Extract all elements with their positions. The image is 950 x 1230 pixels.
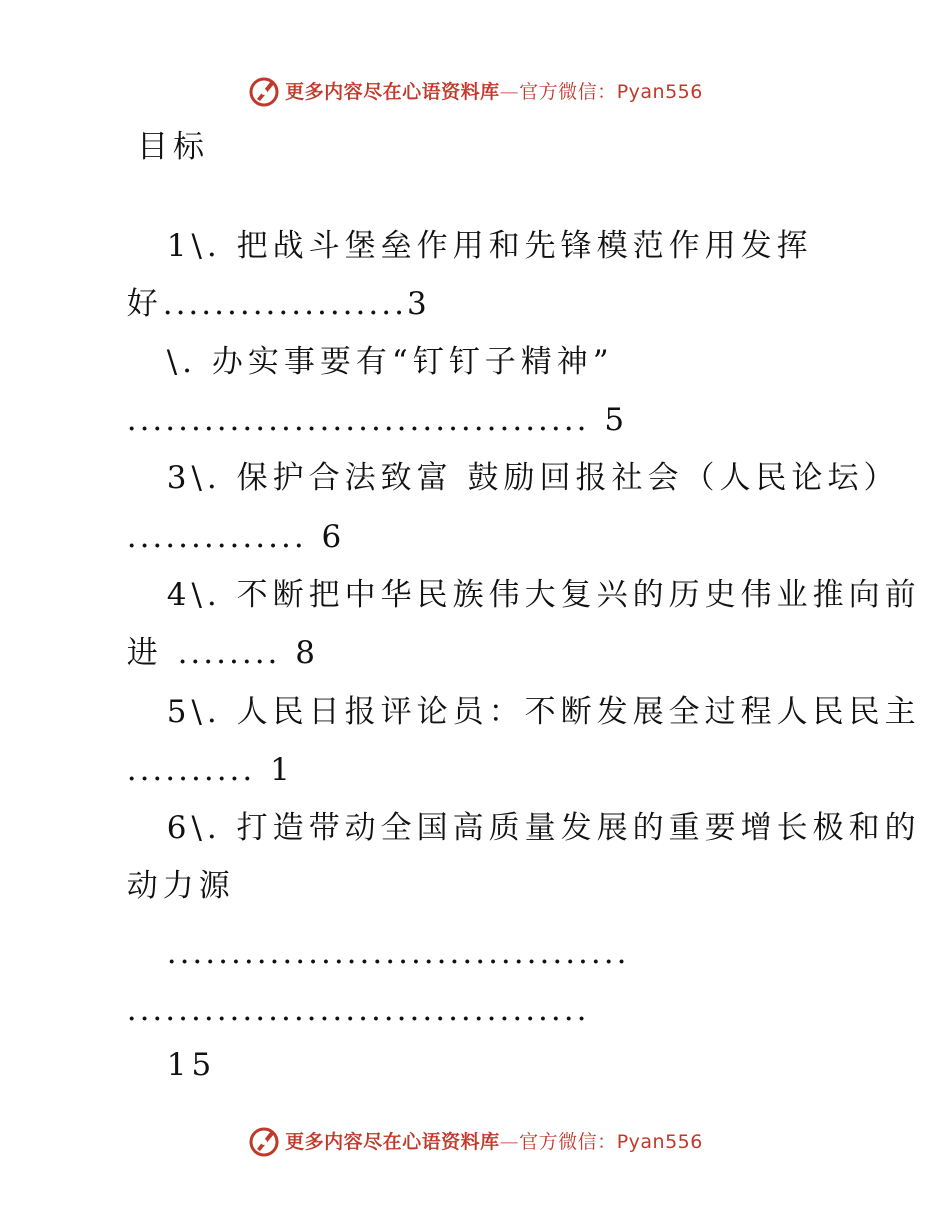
toc-item-2-line2[interactable]: .................................... 5	[126, 402, 630, 438]
toc-item-6-page[interactable]: 15	[166, 1047, 217, 1083]
toc-item-3-line2[interactable]: .............. 6	[126, 519, 347, 555]
toc-item-2-line1[interactable]: \. 办实事要有“钉钉子精神”	[166, 344, 614, 380]
toc-item-5-line2[interactable]: .......... 1	[126, 752, 295, 788]
toc-heading: 目标	[137, 129, 209, 165]
quill-pen-logo-icon	[247, 73, 281, 107]
quill-pen-logo-icon	[247, 1123, 281, 1157]
toc-item-6-line2[interactable]: 动力源	[126, 868, 235, 904]
toc-item-4-line1[interactable]: 4\. 不断把中华民族伟大复兴的历史伟业推向前	[166, 577, 921, 613]
watermark-text: 更多内容尽在心语资料库—官方微信：Pyan556	[285, 1130, 703, 1153]
toc-item-1-line2[interactable]: 好...................3	[126, 286, 432, 322]
footer-watermark	[0, 1120, 950, 1160]
toc-item-3-line1[interactable]: 3\. 保护合法致富 鼓励回报社会（人民论坛）	[166, 460, 900, 496]
watermark-text: 更多内容尽在心语资料库—官方微信：Pyan556	[285, 80, 703, 103]
toc-item-5-line1[interactable]: 5\. 人民日报评论员：不断发展全过程人民民主	[166, 694, 921, 730]
toc-item-4-line2[interactable]: 进 ........ 8	[126, 635, 321, 671]
header-watermark	[0, 70, 950, 110]
toc-item-6-dots-1: ....................................	[166, 935, 630, 971]
toc-item-6-line1[interactable]: 6\. 打造带动全国高质量发展的重要增长极和的	[166, 810, 921, 846]
toc-item-6-dots-2: ....................................	[126, 992, 590, 1028]
toc-item-1-line1[interactable]: 1\. 把战斗堡垒作用和先锋模范作用发挥	[166, 228, 813, 264]
